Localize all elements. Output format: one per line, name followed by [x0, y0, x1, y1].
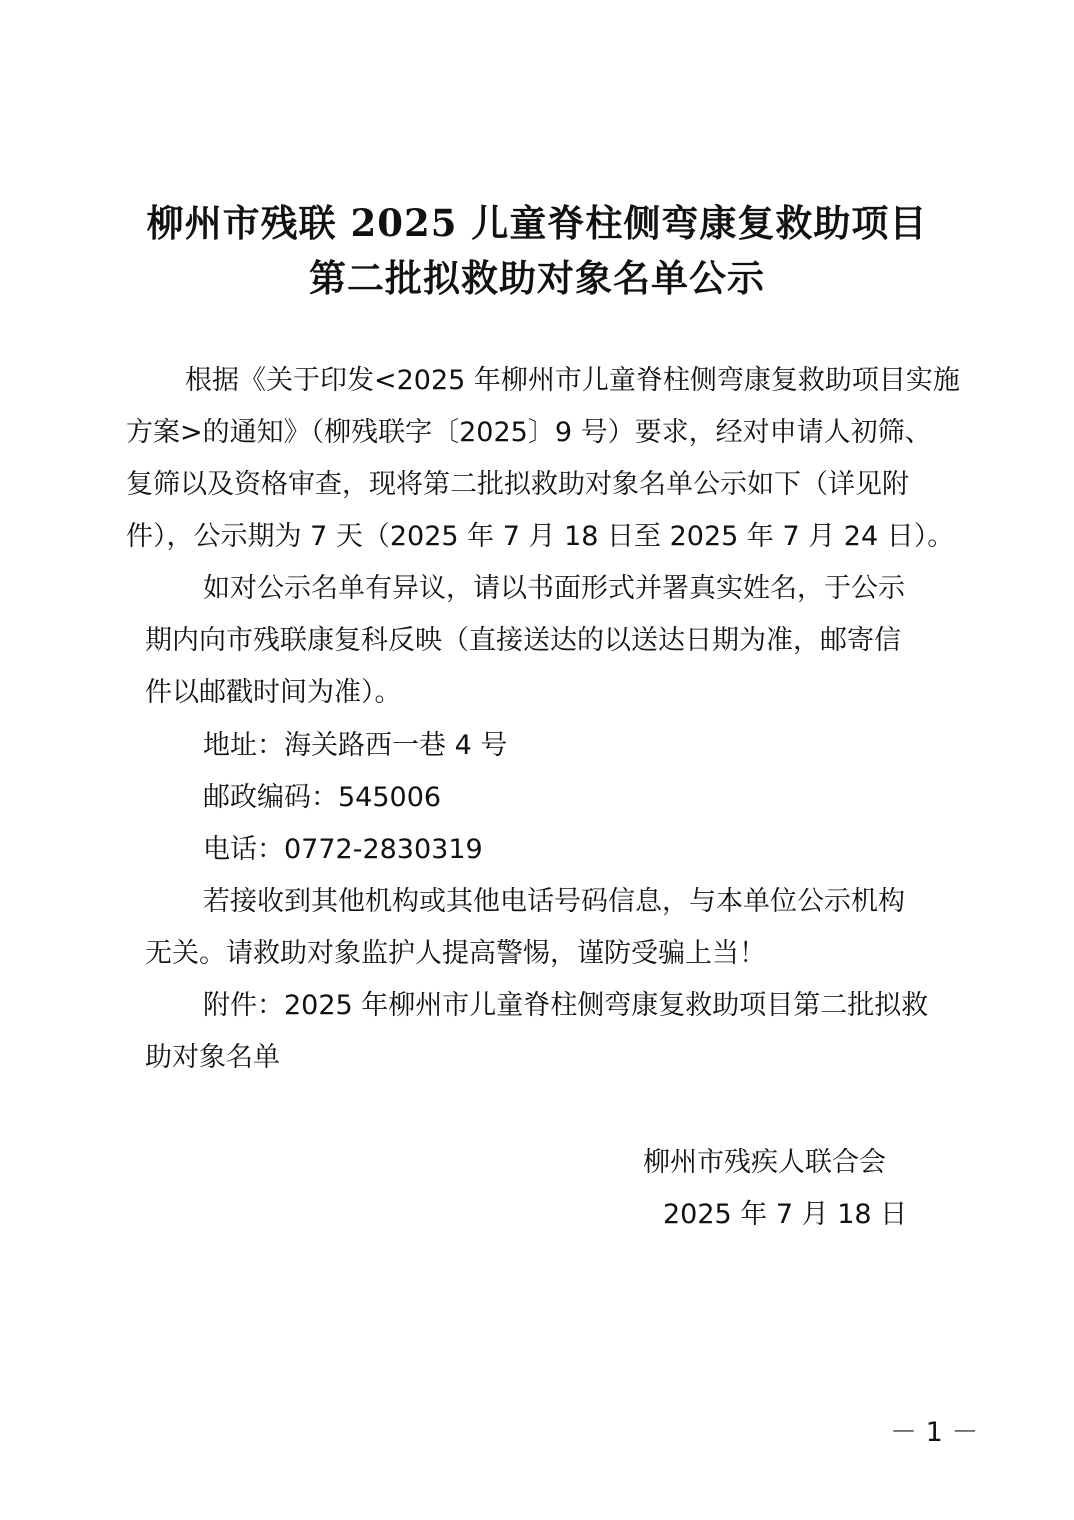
- attachment-line-1: 附件：2025 年柳州市儿童脊柱侧弯康复救助项目第二批拟救: [203, 990, 929, 1021]
- paragraph-1-line-1: 根据《关于印发<2025 年柳州市儿童脊柱侧弯康复救助项目实施: [185, 365, 960, 396]
- phone-line: 电话：0772-2830319: [203, 834, 483, 865]
- paragraph-1-line-3: 复筛以及资格审查，现将第二批拟救助对象名单公示如下（详见附: [126, 469, 909, 500]
- page-number: － 1 －: [890, 1417, 979, 1448]
- paragraph-3-line-1: 若接收到其他机构或其他电话号码信息，与本单位公示机构: [203, 886, 905, 917]
- paragraph-1-line-4: 件），公示期为 7 天（2025 年 7 月 18 日至 2025 年 7 月 24 日）。: [126, 521, 955, 552]
- paragraph-3-line-2: 无关。请救助对象监护人提高警惕，谨防受骗上当！: [145, 938, 766, 969]
- document-title-line-2: 第二批拟救助对象名单公示: [309, 256, 765, 300]
- paragraph-1-line-2: 方案>的通知》（柳残联字〔2025〕9 号）要求，经对申请人初筛、: [126, 417, 932, 448]
- address-line: 地址：海关路西一巷 4 号: [203, 730, 508, 761]
- paragraph-2-line-1: 如对公示名单有异议，请以书面形式并署真实姓名，于公示: [203, 573, 905, 604]
- postcode-line: 邮政编码：545006: [203, 782, 442, 813]
- paragraph-2-line-2: 期内向市残联康复科反映（直接送达的以送达日期为准，邮寄信: [145, 625, 901, 656]
- paragraph-2-line-3: 件以邮戳时间为准）。: [145, 677, 402, 708]
- signature-organization: 柳州市残疾人联合会: [643, 1147, 886, 1178]
- attachment-line-2: 助对象名单: [145, 1042, 280, 1073]
- signature-date: 2025 年 7 月 18 日: [663, 1199, 908, 1230]
- document-title-line-1: 柳州市残联 2025 儿童脊柱侧弯康复救助项目: [146, 201, 928, 245]
